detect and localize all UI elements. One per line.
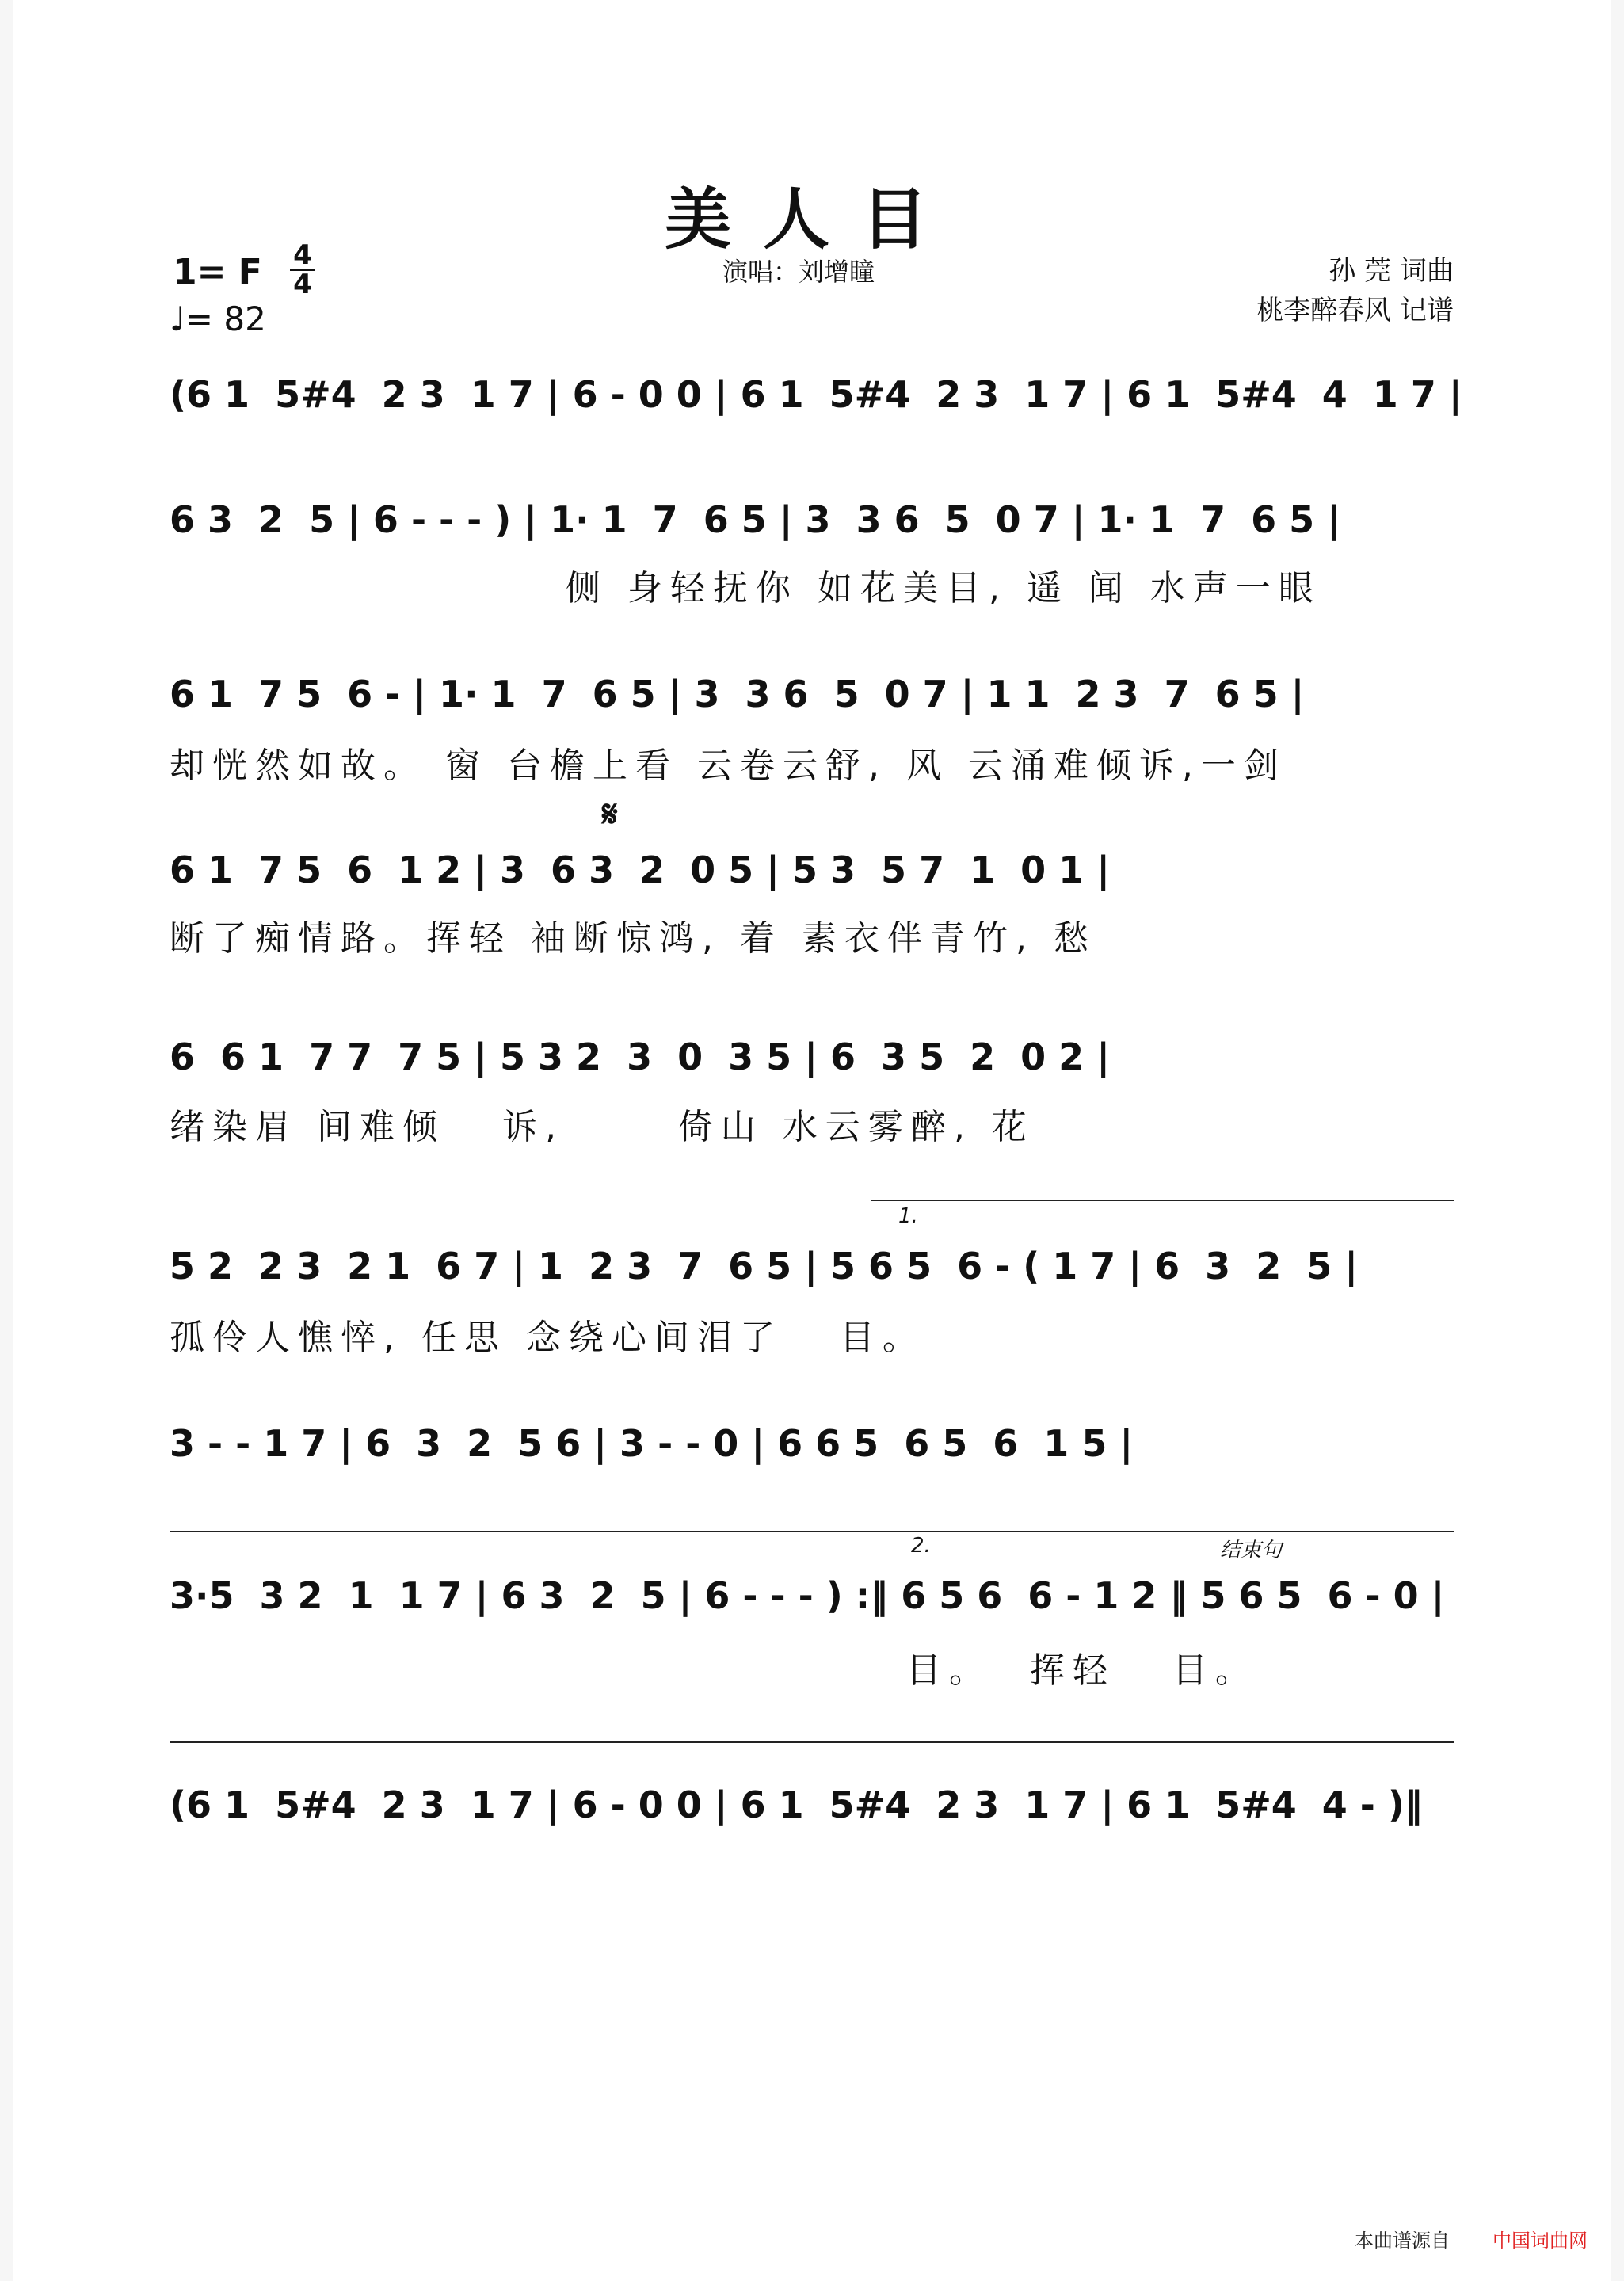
volta-2-bracket <box>170 1531 1454 1532</box>
final-bracket-line <box>170 1741 1454 1743</box>
tempo-marking: ♩= 82 <box>170 299 266 338</box>
lyrics-row-2: 侧 身轻抚你 如花美目, 遥 闻 水声一眼 <box>566 568 1321 608</box>
score-row-4: 6 1 7 5 6 1 2 | 3 6 3 2 0 5 | 5 3 5 7 1 0 1 | <box>170 849 1110 891</box>
singer-credit: 演唱：刘增瞳 <box>722 257 875 287</box>
lyrics-row-4: 断了痴情路。挥轻 袖断惊鸿, 着 素衣伴青竹, 愁 <box>170 918 1096 959</box>
score-row-5: 6 6 1 7 7 7 5 | 5 3 2 3 0 3 5 | 6 3 5 2 0 2 | <box>170 1036 1110 1078</box>
transcriber-credit: 桃李醉春风 记谱 <box>1256 295 1454 326</box>
time-sig-bottom: 4 <box>293 269 312 300</box>
lyrics-row-5: 绪染眉 间难倾 诉, 倚山 水云雾醉, 花 <box>170 1107 1035 1147</box>
lyrics-row-3: 却恍然如故。 窗 台檐上看 云卷云舒, 风 云涌难倾诉,一剑 <box>170 746 1287 786</box>
score-row-7: 3 - - 1 7 | 6 3 2 5 6 | 3 - - 0 | 6 6 5 6 5 6 1 5 | <box>170 1422 1134 1465</box>
lyrics-row-6: 孤伶人憔悴, 任思 念绕心间泪了 目。 <box>170 1318 925 1358</box>
score-row-3: 6 1 7 5 6 - | 1· 1 7 6 5 | 3 3 6 5 0 7 | 1 1 2 3 7 6 5 | <box>170 673 1305 715</box>
score-row-8: 3·5 3 2 1 1 7 | 6 3 2 5 | 6 - - - ) :‖ 6 5 6 6 - 1 2 ‖ 5 6 5 6 - 0 | <box>170 1574 1445 1617</box>
volta-1-label: 1. <box>898 1204 918 1228</box>
key-signature: 1= F <box>173 252 262 292</box>
footer-site-link[interactable]: 中国词曲网 <box>1492 2230 1588 2252</box>
volta-2-label: 2. <box>911 1534 931 1558</box>
time-signature <box>287 239 318 300</box>
lyrics-row-8: 目。 挥轻 目。 <box>906 1650 1258 1691</box>
left-margin-strip <box>0 0 13 2281</box>
score-row-2: 6 3 2 5 | 6 - - - ) | 1· 1 7 6 5 | 3 3 6 5 0 7 | 1· 1 7 6 5 | <box>170 498 1340 541</box>
score-row-9: (6 1 5#4 2 3 1 7 | 6 - 0 0 | 6 1 5#4 2 3 1 7 | 6 1 5#4 4 - )‖ <box>170 1783 1423 1826</box>
score-row-1: (6 1 5#4 2 3 1 7 | 6 - 0 0 | 6 1 5#4 2 3 1 7 | 6 1 5#4 4 1 7 | <box>170 373 1462 416</box>
time-sig-top: 4 <box>293 239 312 271</box>
lyricist-credit: 孙 莞 词曲 <box>1329 255 1454 287</box>
right-margin-strip <box>1611 0 1624 2281</box>
volta-1-bracket <box>871 1200 1454 1201</box>
coda-label: 结束句 <box>1220 1539 1283 1562</box>
score-row-6: 5 2 2 3 2 1 6 7 | 1 2 3 7 6 5 | 5 6 5 6 - ( 1 7 | 6 3 2 5 | <box>170 1245 1359 1287</box>
footer-source-text: 本曲谱源自 <box>1355 2230 1450 2252</box>
song-title: 美人目 <box>664 180 959 258</box>
segno-sign: 𝄋 <box>602 792 618 835</box>
